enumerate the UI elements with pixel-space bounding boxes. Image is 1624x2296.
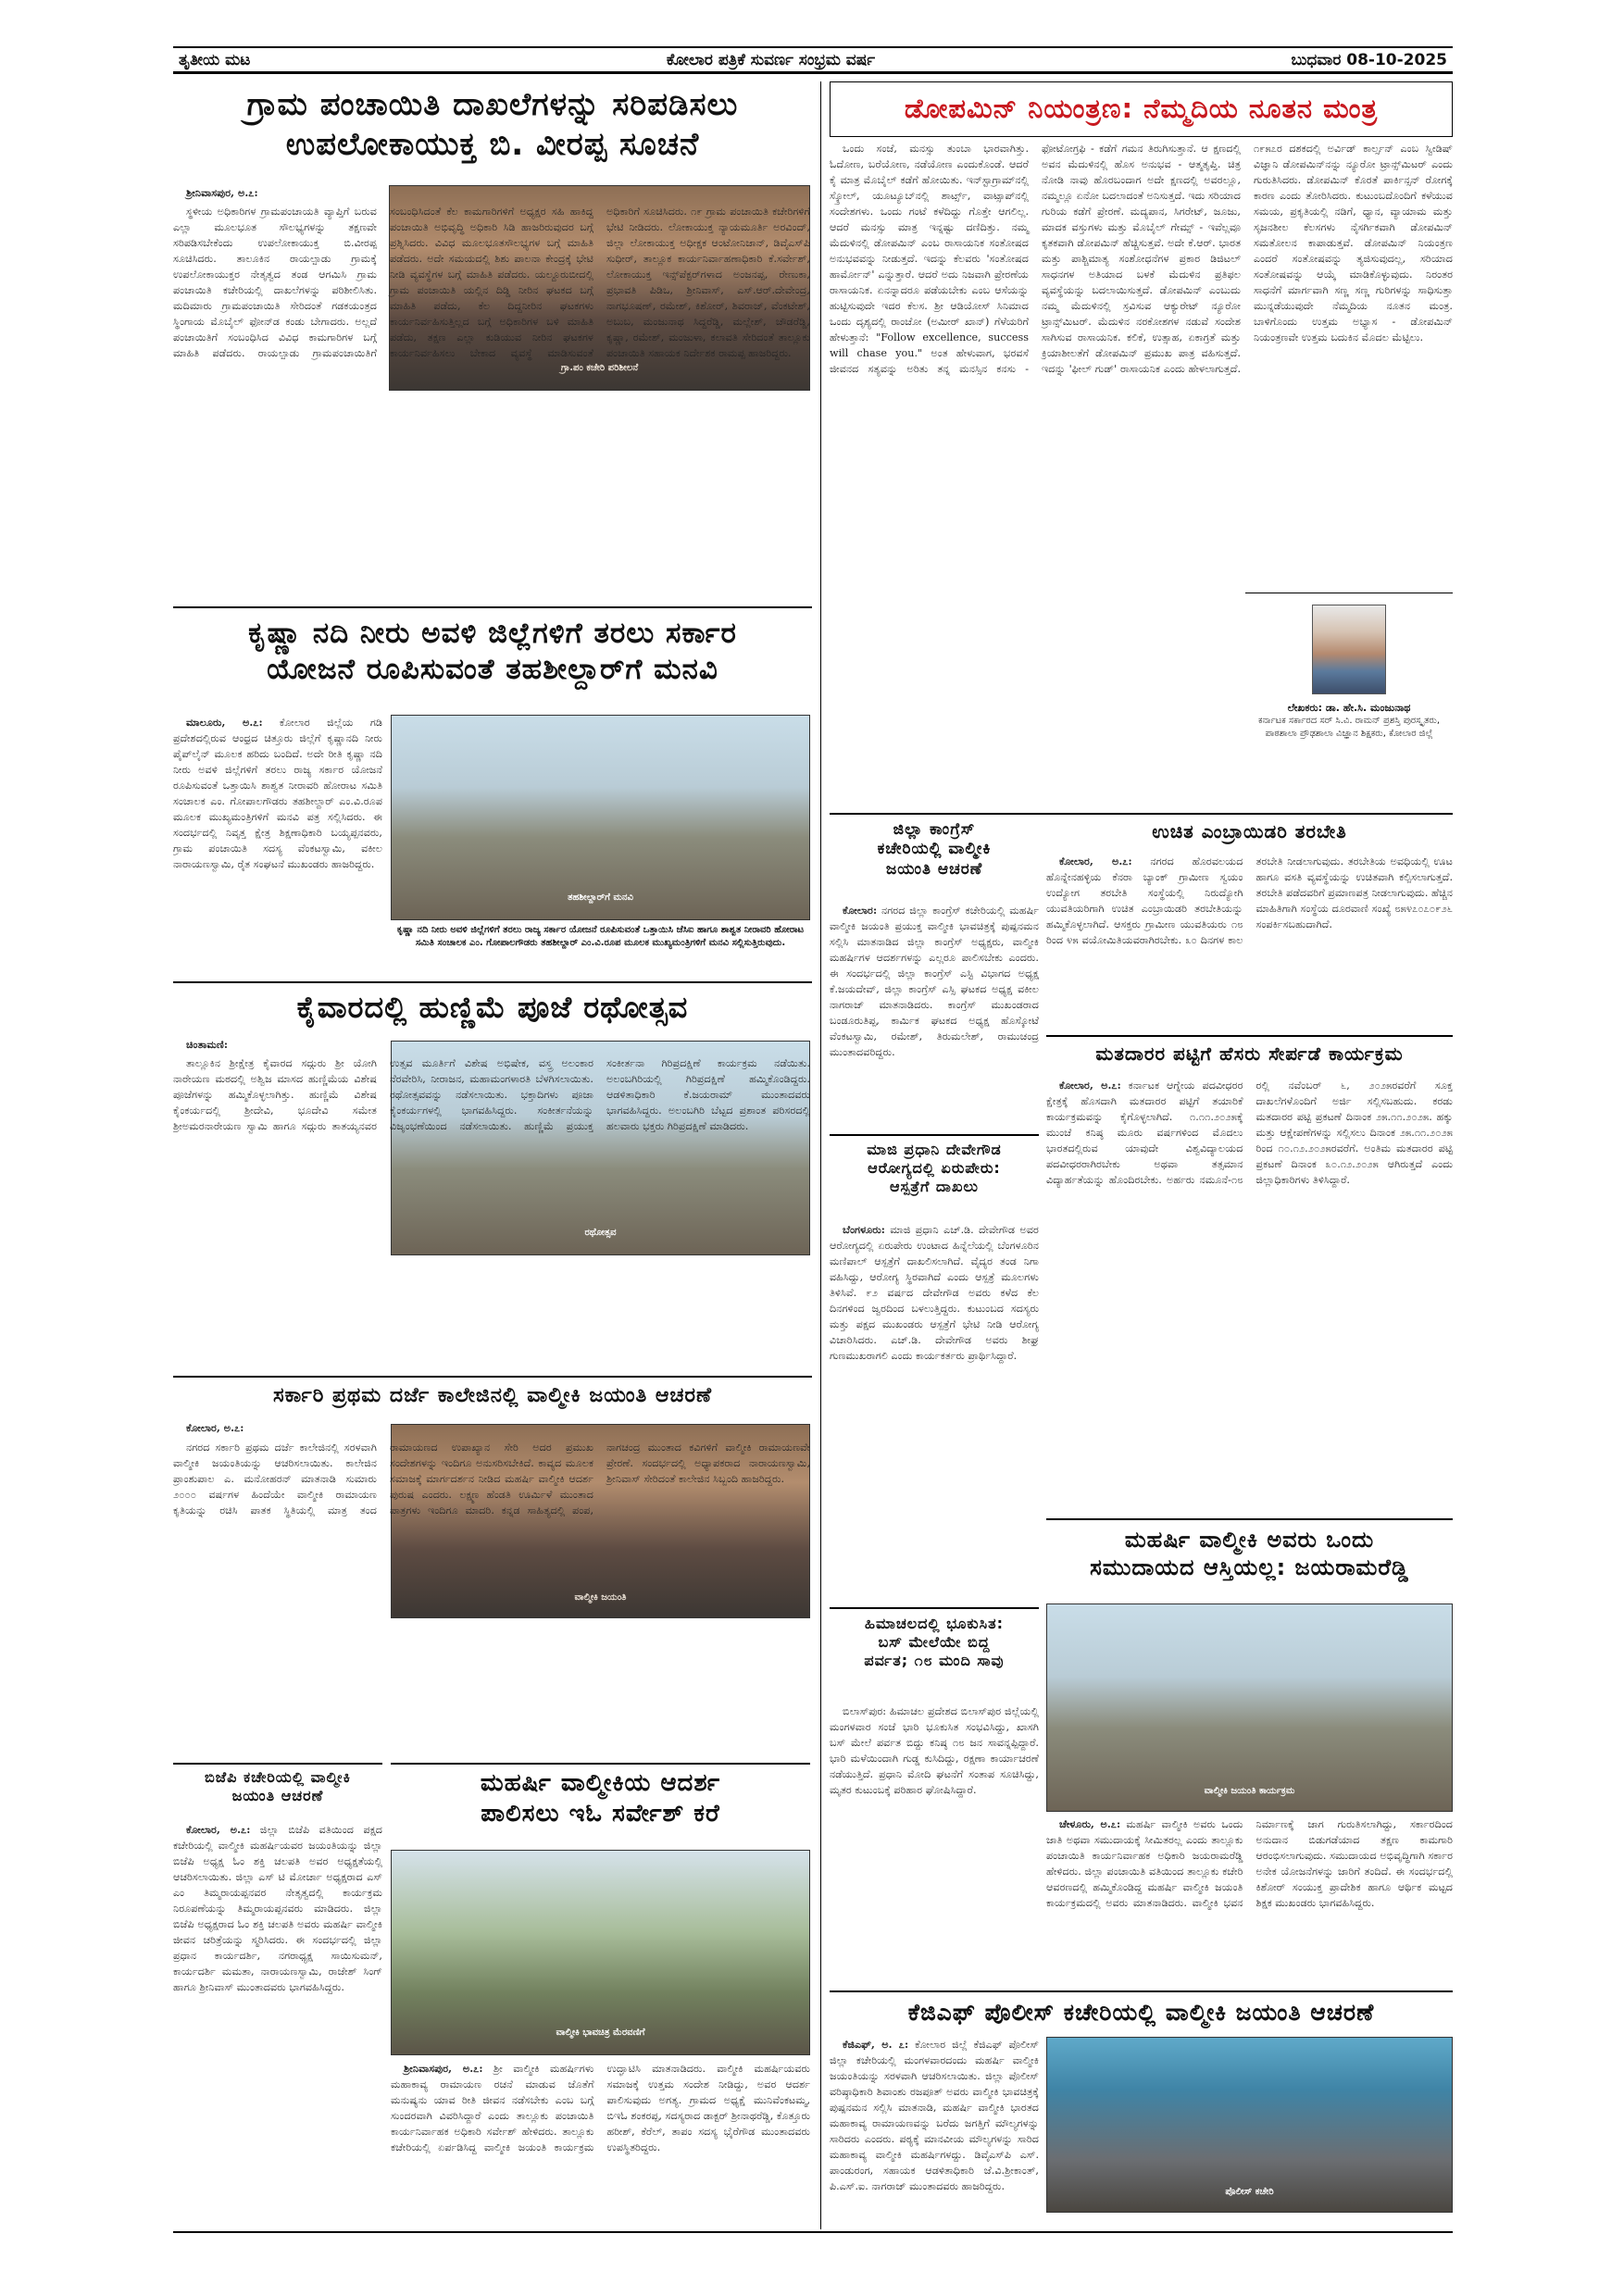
page-bottom-rule (173, 2231, 1453, 2233)
dopamine-headline: ಡೋಪಮಿನ್ ನಿಯಂತ್ರಣ: ನೆಮ್ಮದಿಯ ನೂತನ ಮಂತ್ರ (904, 93, 1379, 124)
author-photo (1312, 605, 1386, 694)
congress-headline: ಜಿಲ್ಲಾ ಕಾಂಗ್ರೆಸ್ ಕಚೇರಿಯಲ್ಲಿ ವಾಲ್ಮೀಕಿ ಜಯಂತಿ ಆಚರಣೆ (877, 820, 992, 879)
kaivara-headline: ಕೈವಾರದಲ್ಲಿ ಹುಣ್ಣಿಮೆ ಪೂಜೆ ರಥೋತ್ಸವ (296, 990, 689, 1025)
section-rule (173, 1376, 812, 1378)
college-headline: ಸರ್ಕಾರಿ ಪ್ರಥಮ ದರ್ಜೆ ಕಾಲೇಜಿನಲ್ಲಿ ವಾಲ್ಮೀಕಿ ಜಯಂತಿ ಆಚರಣೆ (272, 1384, 713, 1407)
jayaram-body: ಚೇಳೂರು, ಅ.೭: ಮಹರ್ಷಿ ವಾಲ್ಮೀಕಿ ಅವರು ಒಂದು ಜಾತಿ ಅಥವಾ ಸಮುದಾಯಕ್ಕೆ ಸೀಮಿತರಲ್ಲ ಎಂದು ತಾಲ್ಲೂಕು ಪಂಚಾಯಿತಿ ಕಾರ್ಯನಿರ್ವಾಹಕ ಅಧಿಕಾರಿ ಜಯರಾಮರೆಡ್ಡಿ ಹೇಳಿದರು. ಜಿಲ್ಲಾ ಪಂಚಾಯಿತಿ ವತಿಯಿಂದ ತಾಲ್ಲೂಕು ಕಚೇರಿ ಆವರಣದಲ್ಲಿ ಹಮ್ಮಿಕೊಂಡಿದ್ದ ಮಹರ್ಷಿ ವಾಲ್ಮೀಕಿ ಜಯಂತಿ ಕಾರ್ಯಕ್ರಮದಲ್ಲಿ ಅವರು ಮಾತನಾಡಿದರು. ವಾಲ್ಮೀಕಿ ಭವನ ನಿರ್ಮಾಣಕ್ಕೆ ಜಾಗ ಗುರುತಿಸಲಾಗಿದ್ದು, ಸರ್ಕಾರದಿಂದ ಅನುದಾನ ಬಿಡುಗಡೆಯಾದ ತಕ್ಷಣ ಕಾಮಗಾರಿ ಆರಂಭಿಸಲಾಗುವುದು. ಸಮುದಾಯದ ಅಭಿವೃದ್ಧಿಗಾಗಿ ಸರ್ಕಾರ ಅನೇಕ ಯೋಜನೆಗಳನ್ನು ಜಾರಿಗೆ ತಂದಿದೆ. ಈ ಸಂದರ್ಭದಲ್ಲಿ ಕಿಶೋರ್ ಸಂಯುಕ್ತ ಪ್ರಾದೇಶಿಕ ಹಾಗೂ ಆರ್ಥಿಕ ಮಟ್ಟದ ಶಿಕ್ಷಕ ಮುಖಂಡರು ಭಾಗವಹಿಸಿದ್ದರು. (1046, 1817, 1453, 1909)
gp-body-lead: ಶ್ರೀನಿವಾಸಪುರ, ಅ.೭: (186, 186, 258, 199)
section-rule (391, 1763, 810, 1765)
gp-headline: ಗ್ರಾಮ ಪಂಚಾಯಿತಿ ದಾಖಲೆಗಳನ್ನು ಸರಿಪಡಿಸಲು ಉಪಲೋಕಾಯುಕ್ತ ಬಿ. ವೀರಪ್ಪ ಸೂಚನೆ (246, 86, 739, 163)
tribute-headline: ಮಾಜಿ ಪ್ರಧಾನಿ ದೇವೇಗೌಡ ಆರೋಗ್ಯದಲ್ಲಿ ಏರುಪೇರು: ಆಸ್ಪತ್ರೆಗೆ ದಾಖಲು (867, 1141, 1002, 1195)
page-header (173, 46, 1453, 74)
krishna-headline: ಕೃಷ್ಣಾ ನದಿ ನೀರು ಅವಳಿ ಜಿಲ್ಲೆಗಳಿಗೆ ತರಲು ಸರ್ಕಾರ ಯೋಜನೆ ರೂಪಿಸುವಂತೆ ತಹಶೀಲ್ದಾರ್‌ಗೆ ಮನವಿ (248, 617, 737, 686)
section-rule (830, 1990, 1453, 1992)
college-photo: ವಾಲ್ಮೀಕಿ ಜಯಂತಿ (391, 1424, 810, 1618)
column-divider (820, 813, 821, 2229)
college-body: ನಗರದ ಸರ್ಕಾರಿ ಪ್ರಥಮ ದರ್ಜೆ ಕಾಲೇಜಿನಲ್ಲಿ ಸರಳವಾಗಿ ವಾಲ್ಮೀಕಿ ಜಯಂತಿಯನ್ನು ಆಚರಿಸಲಾಯಿತು. ಕಾಲೇಜಿನ ಪ್ರಾಂಶುಪಾಲ ಎ. ಮನೋಹರನ್ ಮಾತನಾಡಿ ಸುಮಾರು ೨೦೦೦ ವರ್ಷಗಳ ಹಿಂದೆಯೇ ವಾಲ್ಮೀಕಿ ರಾಮಾಯಣ ಕೃತಿಯನ್ನು ರಚಿಸಿ ಪಾತಕ ಸ್ಥಿತಿಯಲ್ಲಿ ಮಾತ್ರ ತಂದ ರಾಮಾಯಣದ ಉಪಾಖ್ಯಾನ ಸೇರಿ ಅದರ ಪ್ರಮುಖ ಸಂದೇಶಗಳನ್ನು ಇಂದಿಗೂ ಅನುಸರಿಸಬೇಕಿದೆ. ಕಾವ್ಯದ ಮೂಲಕ ಸಮಾಜಕ್ಕೆ ಮಾರ್ಗದರ್ಶನ ನೀಡಿದ ಮಹರ್ಷಿ ವಾಲ್ಮೀಕಿ ಆದರ್ಶ ಪುರುಷ ಎಂದರು. ಲಕ್ಷ್ಮಣ ಹೆಂಡತಿ ಊರ್ಮಿಳೆ ಮುಂತಾದ ಪಾತ್ರಗಳು ಇಂದಿಗೂ ಮಾದರಿ. ಕನ್ನಡ ಸಾಹಿತ್ಯದಲ್ಲಿ ಪಂಪ, ನಾಗಚಂದ್ರ ಮುಂತಾದ ಕವಿಗಳಿಗೆ ವಾಲ್ಮೀಕಿ ರಾಮಾಯಣವೇ ಪ್ರೇರಣೆ. ಸಂದರ್ಭದಲ್ಲಿ ಅಧ್ಯಾಪಕರಾದ ನಾರಾಯಣಸ್ವಾಮಿ, ಶ್ರೀನಿವಾಸ್ ಸೇರಿದಂತೆ ಕಾಲೇಜಿನ ಸಿಬ್ಬಂದಿ ಹಾಜರಿದ್ದರು. (173, 1441, 810, 1516)
eo-photo: ವಾಲ್ಮೀಕಿ ಭಾವಚಿತ್ರ ಮೆರವಣಿಗೆ (391, 1850, 810, 2055)
bjp-headline: ಬಿಜೆಪಿ ಕಚೇರಿಯಲ್ಲಿ ವಾಲ್ಮೀಕಿ ಜಯಂತಿ ಆಚರಣೆ (205, 1768, 351, 1804)
section-rule (830, 813, 1453, 815)
section-rule (173, 981, 812, 983)
gp-inspection-photo: ಗ್ರಾ.ಪಂ ಕಚೇರಿ ಪರಿಶೀಲನೆ (389, 185, 810, 391)
author-name: ಲೇಖಕರು: ಡಾ. ಹೇ.ಸಿ. ಮಂಜುನಾಥ (1287, 702, 1411, 714)
krishna-photo: ತಹಶೀಲ್ದಾರ್‌ಗೆ ಮನವಿ (391, 715, 810, 920)
jayaram-headline: ಮಹರ್ಷಿ ವಾಲ್ಮೀಕಿ ಅವರು ಒಂದು ಸಮುದಾಯದ ಆಸ್ತಿಯಲ್ಲ: ಜಯರಾಮರೆಡ್ಡಿ (1090, 1527, 1409, 1580)
college-body-lead: ಕೋಲಾರ, ಅ.೭: (186, 1421, 244, 1434)
eo-headline: ಮಹರ್ಷಿ ವಾಲ್ಮೀಕಿಯ ಆದರ್ಶ ಪಾಲಿಸಲು ಇಓ ಸರ್ವೇಶ್ ಕರೆ (480, 1769, 721, 1828)
congress-body: ಕೋಲಾರ: ನಗರದ ಜಿಲ್ಲಾ ಕಾಂಗ್ರೆಸ್ ಕಚೇರಿಯಲ್ಲಿ ಮಹರ್ಷಿ ವಾಲ್ಮೀಕಿ ಜಯಂತಿ ಪ್ರಯುಕ್ತ ವಾಲ್ಮೀಕಿ ಭಾವಚಿತ್ರಕ್ಕೆ ಪುಷ್ಪನಮನ ಸಲ್ಲಿಸಿ ಮಾತನಾಡಿದ ಜಿಲ್ಲಾ ಕಾಂಗ್ರೆಸ್ ಅಧ್ಯಕ್ಷರು, ವಾಲ್ಮೀಕಿ ಮಹರ್ಷಿಗಳ ಆದರ್ಶಗಳನ್ನು ಎಲ್ಲರೂ ಪಾಲಿಸಬೇಕು ಎಂದರು. ಈ ಸಂದರ್ಭದಲ್ಲಿ ಜಿಲ್ಲಾ ಕಾಂಗ್ರೆಸ್ ಎಸ್ಟಿ ವಿಭಾಗದ ಅಧ್ಯಕ್ಷ ಕೆ.ಜಯದೇವ್, ಜಿಲ್ಲಾ ಕಾಂಗ್ರೆಸ್ ಎಸ್ಸಿ ಘಟಕದ ಅಧ್ಯಕ್ಷ ವಕೀಲ ನಾಗರಾಜ್ ಮಾತನಾಡಿದರು. ಕಾಂಗ್ರೆಸ್ ಮುಖಂಡರಾದ ಬಂಡೂರುತಿಪ್ಪ, ಕಾರ್ಮಿಕ ಘಟಕದ ಅಧ್ಯಕ್ಷ ಹೊಸ್ಕೋಟೆ ವೆಂಕಟಸ್ವಾಮಿ, ರಮೇಶ್, ತಿರುಮಲೇಶ್, ರಾಮುಚಂದ್ರ ಮುಂತಾದವರಿದ್ದರು. (830, 904, 1039, 1058)
krishna-caption: ಕೃಷ್ಣಾ ನದಿ ನೀರು ಅವಳಿ ಜಿಲ್ಲೆಗಳಿಗೆ ತರಲು ರಾಜ್ಯ ಸರ್ಕಾರ ಯೋಜನೆ ರೂಪಿಸುವಂತೆ ಒತ್ತಾಯಿಸಿ ಜೆಸಿಐ ಹಾಗೂ ಶಾಶ್ವತ ನೀರಾವರಿ ಹೋರಾಟ ಸಮಿತಿ ಸಂಚಾಲಕ ಎಂ. ಗೋಪಾಲಗೌಡರು ತಹಶೀಲ್ದಾರ್ ಎಂ.ವಿ.ರೂಪ ಮೂಲಕ ಮುಖ್ಯಮಂತ್ರಿಗಳಿಗೆ ಮನವಿ ಸಲ್ಲಿಸುತ್ತಿರುವುದು. (396, 925, 805, 948)
section-rule (1046, 1518, 1453, 1520)
section-rule (173, 606, 812, 608)
himachal-headline: ಹಿಮಾಚಲದಲ್ಲಿ ಭೂಕುಸಿತ: ಬಸ್ ಮೇಲೆಯೇ ಬಿದ್ದ ಪರ್ವತ; ೧೮ ಮಂದಿ ಸಾವು (864, 1615, 1005, 1669)
kaivara-body: ತಾಲ್ಲೂಕಿನ ಶ್ರೀಕ್ಷೇತ್ರ ಕೈವಾರದ ಸದ್ಗುರು ಶ್ರೀ ಯೋಗಿ ನಾರೇಯಣ ಮಠದಲ್ಲಿ ಅಶ್ವಿಜ ಮಾಸದ ಹುಣ್ಣಿಮೆಯ ವಿಶೇಷ ಪೂಜೆಗಳನ್ನು ಹಮ್ಮಿಕೊಳ್ಳಲಾಗಿತ್ತು. ಹುಣ್ಣಿಮೆ ವಿಶೇಷ ಕೈಂಕರ್ಯದಲ್ಲಿ ಶ್ರೀದೇವಿ, ಭೂದೇವಿ ಸಮೇತ ಶ್ರೀಅಮರನಾರೇಯಣ ಸ್ವಾಮಿ ಹಾಗೂ ಸದ್ಗುರು ತಾತಯ್ಯನವರ ಉತ್ಸವ ಮೂರ್ತಿಗೆ ವಿಶೇಷ ಅಭಿಷೇಕ, ವಸ್ತ್ರ ಅಲಂಕಾರ ನೆರವೇರಿಸಿ, ನೀರಾಜನ, ಮಹಾಮಂಗಳಾರತಿ ಬೆಳಗಿಸಲಾಯಿತು. ರಥೋತ್ಸವವನ್ನು ನಡೆಸಲಾಯಿತು. ಭಕ್ತಾದಿಗಳು ಪೂಜಾ ಕೈಂಕರ್ಯಗಳಲ್ಲಿ ಭಾಗವಹಿಸಿದ್ದರು. ಸಂಕೀರ್ತನೆಯನ್ನು ವಿಜೃಂಭಣೆಯಿಂದ ನಡೆಸಲಾಯಿತು. ಹುಣ್ಣಿಮೆ ಪ್ರಯುಕ್ತ ಸಂಕೀರ್ತನಾ ಗಿರಿಪ್ರದಕ್ಷಿಣೆ ಕಾರ್ಯಕ್ರಮ ನಡೆಯಿತು. ಅಲಂಬಗಿರಿಯಲ್ಲಿ ಗಿರಿಪ್ರದಕ್ಷಿಣೆ ಹಮ್ಮಿಕೊಂಡಿದ್ದರು. ಆಡಳಿತಾಧಿಕಾರಿ ಕೆ.ಜಯರಾಮ್ ಮುಂತಾದವರು ಭಾಗವಹಿಸಿದ್ದರು. ಅಲಂಬಗಿರಿ ಬೆಟ್ಟದ ಪ್ರಶಾಂತ ಪರಿಸರದಲ್ಲಿ ಹಲವಾರು ಭಕ್ತರು ಗಿರಿಪ್ರದಕ್ಷಿಣೆ ಮಾಡಿದರು. (173, 1057, 810, 1132)
author-description: ಕರ್ನಾಟಕ ಸರ್ಕಾರದ ಸರ್ ಸಿ.ವಿ. ರಾಮನ್ ಪ್ರಶಸ್ತಿ ಪುರಸ್ಕೃತರು, ಪಾಠಶಾಲಾ ಪ್ರೌಢಶಾಲಾ ವಿಜ್ಞಾನ ಶಿಕ್ಷಕರು, ಕೋಲಾರ ಜಿಲ್ಲೆ (1257, 716, 1441, 739)
section-rule (173, 1763, 382, 1765)
column-divider (820, 81, 821, 813)
section-rule (830, 1134, 1039, 1136)
kgf-body: ಕೆಜಿಎಫ್, ಅ. ೭: ಕೋಲಾರ ಜಿಲ್ಲೆ ಕೆಜಿಎಫ್ ಪೊಲೀಸ್ ಜಿಲ್ಲಾ ಕಚೇರಿಯಲ್ಲಿ ಮಂಗಳವಾರದಂದು ಮಹರ್ಷಿ ವಾಲ್ಮೀಕಿ ಜಯಂತಿಯನ್ನು ಸರಳವಾಗಿ ಆಚರಿಸಲಾಯಿತು. ಜಿಲ್ಲಾ ಪೊಲೀಸ್ ವರಿಷ್ಠಾಧಿಕಾರಿ ಶಿವಾಂಶು ರಜಪೂತ್ ಅವರು ವಾಲ್ಮೀಕಿ ಭಾವಚಿತ್ರಕ್ಕೆ ಪುಷ್ಪನಮನ ಸಲ್ಲಿಸಿ ಮಾತನಾಡಿ, ಮಹರ್ಷಿ ವಾಲ್ಮೀಕಿ ಭಾರತದ ಮಹಾಕಾವ್ಯ ರಾಮಾಯಣವನ್ನು ಬರೆದು ಜಗತ್ತಿಗೆ ಮೌಲ್ಯಗಳನ್ನು ಸಾರಿದರು ಎಂದರು. ಪಠ್ಯಕ್ಕೆ ಮಾನವೀಯ ಮೌಲ್ಯಗಳನ್ನು ಸಾರಿದ ಮಹಾಕಾವ್ಯ ವಾಲ್ಮೀಕಿ ಮಹರ್ಷಿಗಳದ್ದು. ಡಿವೈಎಸ್‌ಪಿ ಎಸ್. ಪಾಂಡುರಂಗ, ಸಹಾಯಕ ಆಡಳಿತಾಧಿಕಾರಿ ಜೆ.ವಿ.ಶ್ರೀಕಾಂತ್, ಪಿ.ಎಸ್.ಐ. ನಾಗರಾಜ್ ಮುಂತಾದವರು ಹಾಜರಿದ್ದರು. (830, 2038, 1039, 2192)
eo-body: ಶ್ರೀನಿವಾಸಪುರ, ಅ.೭: ಶ್ರೀ ವಾಲ್ಮೀಕಿ ಮಹರ್ಷಿಗಳು ಮಹಾಕಾವ್ಯ ರಾಮಾಯಣ ರಚನೆ ಮಾಡುವ ಜೊತೆಗೆ ಮನುಷ್ಯನು ಯಾವ ರೀತಿ ಜೀವನ ನಡೆಸಬೇಕು ಎಂಬ ಬಗ್ಗೆ ಸುಂದರವಾಗಿ ವಿವರಿಸಿದ್ದಾರೆ ಎಂದು ತಾಲ್ಲೂಕು ಪಂಚಾಯಿತಿ ಕಾರ್ಯನಿರ್ವಾಹಕ ಅಧಿಕಾರಿ ಸರ್ವೇಶ್ ಹೇಳಿದರು. ತಾಲ್ಲೂಕು ಕಚೇರಿಯಲ್ಲಿ ಏರ್ಪಡಿಸಿದ್ದ ವಾಲ್ಮೀಕಿ ಜಯಂತಿ ಕಾರ್ಯಕ್ರಮ ಉದ್ಘಾಟಿಸಿ ಮಾತನಾಡಿದರು. ವಾಲ್ಮೀಕಿ ಮಹರ್ಷಿಯವರು ಸಮಾಜಕ್ಕೆ ಉತ್ತಮ ಸಂದೇಶ ನೀಡಿದ್ದು, ಅವರ ಆದರ್ಶ ಪಾಲಿಸುವುದು ಅಗತ್ಯ. ಗ್ರಾಮದ ಅಧ್ಯಕ್ಷೆ ಮುನಿವೆಂಕಟಮ್ಮ, ಬಿಇಓ ಶಂಕರಪ್ಪ, ಸದಸ್ಯರಾದ ಡಾಕ್ಟರ್ ಶ್ರೀನಾಥರೆಡ್ಡಿ, ಕೊತ್ತೂರು ಹರೀಶ್, ಕೆರೆಲ್, ತಾಪಂ ಸದಸ್ಯ ಭೈರೆಗೌಡ ಮುಂತಾದವರು ಉಪಸ್ಥಿತರಿದ್ದರು. (391, 2062, 810, 2153)
jayaram-photo: ವಾಲ್ಮೀಕಿ ಜಯಂತಿ ಕಾರ್ಯಕ್ರಮ (1046, 1603, 1453, 1812)
training-headline: ಉಚಿತ ಎಂಬ್ರಾಯಿಡರಿ ತರಬೇತಿ (1152, 820, 1347, 842)
training-body: ಕೋಲಾರ, ಅ.೭: ನಗರದ ಹೊರವಲಯದ ಹೊನ್ನೇನಹಳ್ಳಿಯ ಕೆನರಾ ಬ್ಯಾಂಕ್ ಗ್ರಾಮೀಣ ಸ್ವಯಂ ಉದ್ಯೋಗ ತರಬೇತಿ ಸಂಸ್ಥೆಯಲ್ಲಿ ನಿರುದ್ಯೋಗಿ ಯುವತಿಯರಿಗಾಗಿ ಉಚಿತ ಎಂಬ್ರಾಯಿಡರಿ ತರಬೇತಿಯನ್ನು ಹಮ್ಮಿಕೊಳ್ಳಲಾಗಿದೆ. ಆಸಕ್ತರು ಗ್ರಾಮೀಣ ಯುವತಿಯರು ೧೮ ರಿಂದ ೪೫ ವಯೋಮಿತಿಯವರಾಗಿರಬೇಕು. ೩೦ ದಿನಗಳ ಕಾಲ ತರಬೇತಿ ನೀಡಲಾಗುವುದು. ತರಬೇತಿಯ ಅವಧಿಯಲ್ಲಿ ಊಟ ಹಾಗೂ ವಸತಿ ವ್ಯವಸ್ಥೆಯನ್ನು ಉಚಿತವಾಗಿ ಕಲ್ಪಿಸಲಾಗುತ್ತದೆ. ತರಬೇತಿ ಪಡೆದವರಿಗೆ ಪ್ರಮಾಣಪತ್ರ ನೀಡಲಾಗುವುದು. ಹೆಚ್ಚಿನ ಮಾಹಿತಿಗಾಗಿ ಸಂಸ್ಥೆಯ ದೂರವಾಣಿ ಸಂಖ್ಯೆ ೮೫೪೭೦೭೦೯೨೬ ಸಂಪರ್ಕಿಸಬಹುದಾಗಿದೆ. (1046, 855, 1453, 946)
page-section-label: ತೃತೀಯ ಮಟ (179, 50, 251, 69)
dopamine-body: ಒಂದು ಸಂಜೆ, ಮನಸ್ಸು ತುಂಬಾ ಭಾರವಾಗಿತ್ತು. ಓದೋಣ, ಬರೆಯೋಣ, ನಡೆಯೋಣ ಎಂದುಕೊಂಡೆ. ಆದರೆ ಕೈ ಮಾತ್ರ ಮೊಬೈಲ್ ಕಡೆಗೆ ಹೋಯಿತು. ಇನ್‌ಸ್ಟಾಗ್ರಾಮ್‌ನಲ್ಲಿ ಸ್ಕ್ರೋಲ್, ಯೂಟ್ಯೂಬ್‌ನಲ್ಲಿ ಶಾರ್ಟ್ಸ್, ವಾಟ್ಸಾಪ್‌ನಲ್ಲಿ ಸಂದೇಶಗಳು. ಒಂದು ಗಂಟೆ ಕಳೆದಿದ್ದು ಗೊತ್ತೇ ಆಗಲಿಲ್ಲ. ಆದರೆ ಮನಸ್ಸು ಮಾತ್ರ ಇನ್ನಷ್ಟು ದಣಿದಿತ್ತು. ನಮ್ಮ ಮೆದುಳಿನಲ್ಲಿ ಡೋಪಮಿನ್ ಎಂಬ ರಾಸಾಯನಿಕ ಸಂತೋಷದ ಅನುಭವವನ್ನು ನೀಡುತ್ತದೆ. ಇದನ್ನು ಕೆಲವರು 'ಸಂತೋಷದ ಹಾರ್ಮೋನ್' ಎನ್ನುತ್ತಾರೆ. ಆದರೆ ಅದು ನಿಜವಾಗಿ ಪ್ರೇರಣೆಯ ರಾಸಾಯನಿಕ. ಏನನ್ನಾದರೂ ಪಡೆಯಬೇಕು ಎಂಬ ಆಸೆಯನ್ನು ಹುಟ್ಟಿಸುವುದೇ ಇದರ ಕೆಲಸ. ಶ್ರೀ ಆಡಿಯೋಸ್ ಸಿನಿಮಾದ ಒಂದು ದೃಶ್ಯದಲ್ಲಿ ರಾಂಚೋ (ಅಮೀರ್ ಖಾನ್) ಗೆಳೆಯರಿಗೆ ಹೇಳುತ್ತಾನೆ: "Follow excellence, success will chase you." ಅಂತ ಹೇಳುವಾಗ, ಭರವಸೆ ಜೀವನದ ಸತ್ಯವನ್ನು ಅರಿತು ತನ್ನ ಮನಸ್ಸಿನ ಕನಸು - ಫೋಟೋಗ್ರಫಿ - ಕಡೆಗೆ ಗಮನ ತಿರುಗಿಸುತ್ತಾನೆ. ಆ ಕ್ಷಣದಲ್ಲಿ ಅವನ ಮೆದುಳಿನಲ್ಲಿ ಹೊಸ ಅನುಭವ - ಆತ್ಮತೃಪ್ತಿ. ಚಿತ್ರ ನೋಡಿ ನಾವು ಹೊರಬಂದಾಗ ಅದೇ ಕ್ಷಣದಲ್ಲಿ ಅವರಲ್ಲೂ, ನಮ್ಮಲ್ಲೂ ಏನೋ ಬದಲಾದಂತೆ ಅನಿಸುತ್ತದೆ. ಇದು ಸರಿಯಾದ ಗುರಿಯ ಕಡೆಗೆ ಪ್ರೇರಣೆ. ಮದ್ಯಪಾನ, ಸಿಗರೇಟ್, ಜೂಜು, ಮಾದಕ ವಸ್ತುಗಳು ಮತ್ತು ಮೊಬೈಲ್ ಗೇಮ್ಸ್ - ಇವೆಲ್ಲವೂ ಕೃತಕವಾಗಿ ಡೋಪಮಿನ್ ಹೆಚ್ಚಿಸುತ್ತವೆ. ಅದೇ ಕೆ.ಆರ್. ಭಾರತ ಮತ್ತು ಪಾಶ್ಚಿಮಾತ್ಯ ಸಂಶೋಧನೆಗಳ ಪ್ರಕಾರ ಡಿಜಿಟಲ್ ಸಾಧನಗಳ ಅತಿಯಾದ ಬಳಕೆ ಮೆದುಳಿನ ಪ್ರತಿಫಲ ವ್ಯವಸ್ಥೆಯನ್ನು ಬದಲಾಯಿಸುತ್ತದೆ. ಡೋಪಮಿನ್ ಎಂಬುದು ನಮ್ಮ ಮೆದುಳಿನಲ್ಲಿ ಸ್ರವಿಸುವ ಆಕ್ಯುರೇಟ್ ನ್ಯೂರೋ ಟ್ರಾನ್ಸ್‌ಮಿಟರ್. ಮೆದುಳಿನ ನರಕೋಶಗಳ ನಡುವೆ ಸಂದೇಶ ಸಾಗಿಸುವ ರಾಸಾಯನಿಕ. ಕಲಿಕೆ, ಉತ್ಸಾಹ, ಏಕಾಗ್ರತೆ ಮತ್ತು ಕ್ರಿಯಾಶೀಲತೆಗೆ ಡೋಪಮಿನ್ ಪ್ರಮುಖ ಪಾತ್ರ ವಹಿಸುತ್ತದೆ. ಇದನ್ನು 'ಫೀಲ್ ಗುಡ್' ರಾಸಾಯನಿಕ ಎಂದು ಹೇಳಲಾಗುತ್ತದೆ. ೧೯೫೭ರ ದಶಕದಲ್ಲಿ ಅರ್ವಿಡ್ ಕಾರ್ಲ್ಸನ್ ಎಂಬ ಸ್ವೀಡಿಷ್ ವಿಜ್ಞಾನಿ ಡೋಪಮಿನ್‌ನನ್ನು ನ್ಯೂರೋ ಟ್ರಾನ್ಸ್‌ಮಿಟರ್ ಎಂದು ಗುರುತಿಸಿದರು. ಡೋಪಮಿನ್ ಕೊರತೆ ಪಾರ್ಕಿನ್ಸನ್ ರೋಗಕ್ಕೆ ಕಾರಣ ಎಂದು ತೋರಿಸಿದರು. ಕುಟುಂಬದೊಂದಿಗೆ ಕಳೆಯುವ ಸಮಯ, ಪ್ರಕೃತಿಯಲ್ಲಿ ನಡಿಗೆ, ಧ್ಯಾನ, ವ್ಯಾಯಾಮ ಮತ್ತು ಸೃಜನಶೀಲ ಕೆಲಸಗಳು ನೈಸರ್ಗಿಕವಾಗಿ ಡೋಪಮಿನ್ ಸಮತೋಲನ ಕಾಪಾಡುತ್ತವೆ. ಡೋಪಮಿನ್ ನಿಯಂತ್ರಣ ಎಂದರೆ ಸಂತೋಷವನ್ನು ತ್ಯಜಿಸುವುದಲ್ಲ, ಸರಿಯಾದ ಸಂತೋಷವನ್ನು ಆಯ್ಕೆ ಮಾಡಿಕೊಳ್ಳುವುದು. ನಿರಂತರ ಸಾಧನೆಗೆ ಮಾರ್ಗವಾಗಿ ಸಣ್ಣ ಸಣ್ಣ ಗುರಿಗಳನ್ನು ಸಾಧಿಸುತ್ತಾ ಮುನ್ನಡೆಯುವುದೇ ನೆಮ್ಮದಿಯ ನೂತನ ಮಂತ್ರ. ಬಾಳಿಗೊಂದು ಉತ್ತಮ ಅಭ್ಯಾಸ - ಡೋಪಮಿನ್ ನಿಯಂತ್ರಣವೇ ಉತ್ತಮ ಬದುಕಿನ ಮೊದಲ ಮೆಟ್ಟಿಲು. (830, 143, 1453, 375)
kgf-photo: ಪೊಲೀಸ್ ಕಚೇರಿ (1046, 2037, 1453, 2213)
kgf-headline: ಕೆಜಿಎಫ್ ಪೊಲೀಸ್ ಕಚೇರಿಯಲ್ಲಿ ವಾಲ್ಮೀಕಿ ಜಯಂತಿ ಆಚರಣೆ (907, 1999, 1375, 2026)
section-rule (1046, 1035, 1453, 1037)
himachal-body: ಬಿಲಾಸ್‌ಪುರ: ಹಿಮಾಚಲ ಪ್ರದೇಶದ ಬಿಲಾಸ್‌ಪುರ ಜಿಲ್ಲೆಯಲ್ಲಿ ಮಂಗಳವಾರ ಸಂಜೆ ಭಾರಿ ಭೂಕುಸಿತ ಸಂಭವಿಸಿದ್ದು, ಖಾಸಗಿ ಬಸ್ ಮೇಲೆ ಪರ್ವತ ಬಿದ್ದು ಕನಿಷ್ಠ ೧೮ ಜನ ಸಾವನ್ನಪ್ಪಿದ್ದಾರೆ. ಭಾರಿ ಮಳೆಯಿಂದಾಗಿ ಗುಡ್ಡ ಕುಸಿದಿದ್ದು, ರಕ್ಷಣಾ ಕಾರ್ಯಾಚರಣೆ ನಡೆಯುತ್ತಿದೆ. ಪ್ರಧಾನಿ ಮೋದಿ ಘಟನೆಗೆ ಸಂತಾಪ ಸೂಚಿಸಿದ್ದು, ಮೃತರ ಕುಟುಂಬಕ್ಕೆ ಪರಿಹಾರ ಘೋಷಿಸಿದ್ದಾರೆ. (830, 1705, 1039, 1796)
krishna-body: ಮಾಲೂರು, ಅ.೭: ಕೋಲಾರ ಜಿಲ್ಲೆಯ ಗಡಿ ಪ್ರದೇಶದಲ್ಲಿರುವ ಆಂಧ್ರದ ಚಿತ್ತೂರು ಜಿಲ್ಲೆಗೆ ಕೃಷ್ಣಾನದಿ ನೀರು ಪೈಪ್‌ಲೈನ್ ಮೂಲಕ ಹರಿದು ಬಂದಿದೆ. ಅದೇ ರೀತಿ ಕೃಷ್ಣಾ ನದಿ ನೀರು ಅವಳಿ ಜಿಲ್ಲೆಗಳಿಗೆ ತರಲು ರಾಜ್ಯ ಸರ್ಕಾರ ಯೋಜನೆ ರೂಪಿಸುವಂತೆ ಒತ್ತಾಯಿಸಿ ಶಾಶ್ವತ ನೀರಾವರಿ ಹೋರಾಟ ಸಮಿತಿ ಸಂಚಾಲಕ ಎಂ. ಗೋಪಾಲಗೌಡರು ತಹಶೀಲ್ದಾರ್ ಎಂ.ವಿ.ರೂಪ ಮೂಲಕ ಮುಖ್ಯಮಂತ್ರಿಗಳಿಗೆ ಮನವಿ ಪತ್ರ ಸಲ್ಲಿಸಿದರು. ಈ ಸಂದರ್ಭದಲ್ಲಿ ನಿವೃತ್ತ ಕ್ಷೇತ್ರ ಶಿಕ್ಷಣಾಧಿಕಾರಿ ಬಯ್ಯಪ್ಪನವರು, ಗ್ರಾಮ ಪಂಚಾಯಿತಿ ಸದಸ್ಯ ವೆಂಕಟಸ್ವಾಮಿ, ವಕೀಲ ನಾರಾಯಣಸ್ವಾಮಿ, ರೈತ ಸಂಘಟನೆ ಮುಖಂಡರು ಹಾಜರಿದ್ದರು. (173, 716, 382, 870)
voters-headline: ಮತದಾರರ ಪಟ್ಟಿಗೆ ಹೆಸರು ಸೇರ್ಪಡೆ ಕಾರ್ಯಕ್ರಮ (1095, 1042, 1404, 1065)
issue-date: ಬುಧವಾರ 08-10-2025 (1291, 50, 1447, 69)
kaivara-body-lead: ಚಿಂತಾಮಣಿ: (186, 1038, 229, 1051)
masthead-tagline: ಕೋಲಾರ ಪತ್ರಿಕೆ ಸುವರ್ಣ ಸಂಭ್ರಮ ವರ್ಷ (666, 50, 876, 69)
tribute-body: ಬೆಂಗಳೂರು: ಮಾಜಿ ಪ್ರಧಾನಿ ಎಚ್.ಡಿ. ದೇವೇಗೌಡ ಅವರ ಆರೋಗ್ಯದಲ್ಲಿ ಏರುಪೇರು ಉಂಟಾದ ಹಿನ್ನೆಲೆಯಲ್ಲಿ ಬೆಂಗಳೂರಿನ ಮಣಿಪಾಲ್ ಆಸ್ಪತ್ರೆಗೆ ದಾಖಲಿಸಲಾಗಿದೆ. ವೈದ್ಯರ ತಂಡ ನಿಗಾ ವಹಿಸಿದ್ದು, ಆರೋಗ್ಯ ಸ್ಥಿರವಾಗಿದೆ ಎಂದು ಆಸ್ಪತ್ರೆ ಮೂಲಗಳು ತಿಳಿಸಿವೆ. ೯೨ ವರ್ಷದ ದೇವೇಗೌಡ ಅವರು ಕಳೆದ ಕೆಲ ದಿನಗಳಿಂದ ಜ್ವರದಿಂದ ಬಳಲುತ್ತಿದ್ದರು. ಕುಟುಂಬದ ಸದಸ್ಯರು ಮತ್ತು ಪಕ್ಷದ ಮುಖಂಡರು ಆಸ್ಪತ್ರೆಗೆ ಭೇಟಿ ನೀಡಿ ಆರೋಗ್ಯ ವಿಚಾರಿಸಿದರು. ಎಚ್.ಡಿ. ದೇವೇಗೌಡ ಅವರು ಶೀಘ್ರ ಗುಣಮುಖರಾಗಲಿ ಎಂದು ಕಾರ್ಯಕರ್ತರು ಪ್ರಾರ್ಥಿಸಿದ್ದಾರೆ. (830, 1223, 1039, 1362)
dopamine-headline-box (830, 81, 1453, 137)
bjp-body: ಕೋಲಾರ, ಅ.೭: ಜಿಲ್ಲಾ ಬಿಜೆಪಿ ವತಿಯಿಂದ ಪಕ್ಷದ ಕಚೇರಿಯಲ್ಲಿ ವಾಲ್ಮೀಕಿ ಮಹರ್ಷಿಯವರ ಜಯಂತಿಯನ್ನು ಜಿಲ್ಲಾ ಬಿಜೆಪಿ ಅಧ್ಯಕ್ಷ ಓಂ ಶಕ್ತಿ ಚಲಪತಿ ಅವರ ಅಧ್ಯಕ್ಷತೆಯಲ್ಲಿ ಆಚರಿಸಲಾಯಿತು. ಜಿಲ್ಲಾ ಎಸ್ ಟಿ ಮೋರ್ಚಾ ಅಧ್ಯಕ್ಷರಾದ ಎಸ್ ಎಂ ತಿಮ್ಮರಾಯಪ್ಪನವರ ನೇತೃತ್ವದಲ್ಲಿ ಕಾರ್ಯಕ್ರಮ ನಿರೂಪಣೆಯನ್ನು ತಿಮ್ಮರಾಯಪ್ಪನವರು ಮಾಡಿದರು. ಜಿಲ್ಲಾ ಬಿಜೆಪಿ ಅಧ್ಯಕ್ಷರಾದ ಓಂ ಶಕ್ತಿ ಚಲಪತಿ ಅವರು ಮಹರ್ಷಿ ವಾಲ್ಮೀಕಿ ಜೀವನ ಚರಿತ್ರೆಯನ್ನು ಸ್ಮರಿಸಿದರು. ಈ ಸಂದರ್ಭದಲ್ಲಿ ಜಿಲ್ಲಾ ಪ್ರಧಾನ ಕಾರ್ಯದರ್ಶಿ, ನಗರಾಧ್ಯಕ್ಷ ಸಾಯಿಸುಮನ್, ಕಾರ್ಯದರ್ಶಿ ಮಮತಾ, ನಾರಾಯಣಸ್ವಾಮಿ, ರಾಜೇಶ್ ಸಿಂಗ್ ಹಾಗೂ ಶ್ರೀನಿವಾಸ್ ಮುಂತಾದವರು ಭಾಗವಹಿಸಿದ್ದರು. (173, 1823, 382, 1993)
kaivara-photo: ರಥೋತ್ಸವ (391, 1041, 810, 1255)
gp-body: ಸ್ಥಳೀಯ ಅಧಿಕಾರಿಗಳ ಗ್ರಾಮಪಂಚಾಯತಿ ವ್ಯಾಪ್ತಿಗೆ ಬರುವ ಎಲ್ಲಾ ಮೂಲಭೂತ ಸೌಲಭ್ಯಗಳನ್ನು ತಕ್ಷಣವೇ ಸರಿಪಡಿಸಬೇಕೆಂದು ಉಪಲೋಕಾಯುಕ್ತ ಬಿ.ವೀರಪ್ಪ ಸೂಚಿಸಿದರು. ತಾಲೂಕಿನ ರಾಯಲ್ಪಾಡು ಗ್ರಾಮಕ್ಕೆ ಉಪಲೋಕಾಯುಕ್ತರ ನೇತೃತ್ವದ ತಂಡ ಆಗಮಿಸಿ ಗ್ರಾಮ ಪಂಚಾಯಿತಿ ಕಚೇರಿಯಲ್ಲಿ ದಾಖಲೆಗಳನ್ನು ಪರಿಶೀಲಿಸಿತು. ಮದಿಮಾರು ಗ್ರಾಮಪಂಚಾಯಿತಿ ಸೇರಿದಂತೆ ಗಡಕಯಂತ್ರದ ಸ್ಥಿಂಗಾಯ ಮೊಬೈಲ್ ಫೋನ್‌ಡ ಕಂಡು ಬೇಗಾದರು. ಅಲ್ಲದೆ ಪಂಚಾಯಿತಿಗೆ ಸಂಬಂಧಿಸಿದ ವಿವಿಧ ಕಾಮಗಾರಿಗಳ ಬಗ್ಗೆ ಮಾಹಿತಿ ಪಡೆದರು. ರಾಯಲ್ಪಾಡು ಗ್ರಾಮಪಂಚಾಯಿತಿಗೆ ಸಂಬಂಧಿಸಿದಂತೆ ಕೆಲ ಕಾಮಗಾರಿಗಳಿಗೆ ಅಧ್ಯಕ್ಷರ ಸಹಿ ಹಾಕಿದ್ದ ಪಂಚಾಯಿತಿ ಅಭಿವೃದ್ಧಿ ಅಧಿಕಾರಿ ಸಿಡಿ ಹಾಜರಿರುವುದರ ಬಗ್ಗೆ ಪ್ರಶ್ನಿಸಿದರು. ವಿವಿಧ ಮೂಲಭೂತಸೌಲಭ್ಯಗಳ ಬಗ್ಗೆ ಮಾಹಿತಿ ಪಡೆದರು. ಅದೇ ಸಮಯದಲ್ಲಿ ಶಿಶು ಪಾಲನಾ ಕೇಂದ್ರಕ್ಕೆ ಭೇಟಿ ನೀಡಿ ವ್ಯವಸ್ಥೆಗಳ ಬಗ್ಗೆ ಮಾಹಿತಿ ಪಡೆದರು. ಯಲ್ದೂರುಬೀದಲ್ಲಿ ಗ್ರಾಮ ಪಂಚಾಯಿತಿ ಯಲ್ಲಿನ ದಿಡ್ಡಿ ನೀರಿನ ಘಟಕದ ಬಗ್ಗೆ ಮಾಹಿತಿ ಪಡೆದು, ಕೆಲ ದಿದ್ದನೀರಿನ ಘಟಕಗಳು ಕಾರ್ಯನಿರ್ವಹಿಸುತ್ತಿಲ್ಲದ ಬಗ್ಗೆ ಅಧಿಕಾರಿಗಳ ಬಳಿ ಮಾಹಿತಿ ಪಡೆದು, ತಕ್ಷಣ ಎಲ್ಲಾ ಕುಡಿಯುವ ನೀರಿನ ಘಟಕಗಳ ಕಾರ್ಯನಿರ್ವಹಿಸಲು ಬೇಕಾದ ವ್ಯವಸ್ಥೆ ಮಾಡಿಸುವಂತೆ ಅಧಿಕಾರಿಗೆ ಸೂಚಿಸಿದರು. ೧೯ ಗ್ರಾಮ ಪಂಚಾಯಿತಿ ಕಚೇರಿಗಳಿಗೆ ಭೇಟಿ ನೀಡಿದರು. ಲೋಕಾಯುಕ್ತ ನ್ಯಾಯಮೂರ್ತಿ ಅರವಿಂದ್, ಜಿಲ್ಲಾ ಲೋಕಾಯುಕ್ತ ಅಧೀಕ್ಷಕ ಆಂಟೋನಿಜಾನ್, ಡಿವೈಎಸ್‌ಪಿ ಸುಧೀರ್, ತಾಲ್ಲೂಕ ಕಾರ್ಯನಿರ್ವಾಹಣಾಧಿಕಾರಿ ಕೆ.ಸರ್ವೇಶ್, ಲೋಕಾಯುಕ್ತ ಇನ್ಸ್‌ಪೆಕ್ಟರ್‌ಗಳಾದ ಅಂಜನಪ್ಪ, ರೇಣುಕಾ, ಪ್ರಭಾವತಿ ಪಿಡಿಒ, ಶ್ರೀನಿವಾಸ್, ಎಸ್.ಆರ್.ದೇವೇಂದ್ರ, ನಾಗಭೂಷಣ್, ರಮೇಶ್, ಕಿಶೋರ್, ಶಿವರಾಜ್, ವೆಂಕಟೇಶ್, ಅಬುಬ, ಮಂಜುನಾಥ ಸಿದ್ದರೆಡ್ಡಿ, ಮಲ್ಲೇಶ್, ಚೌಡರೆಡ್ಡಿ, ಕೃಷ್ಣಾ, ರಮೇಶ್, ಮಂಜುಳಾ, ಕಲಾವತಿ ಸೇರಿದಂತೆ ತಾಲ್ಲೂಕು ಪಂಚಾಯಿತಿ ಸಹಾಯಕ ನಿರ್ದೇಶಕ ರಾಮಪ್ಪ ಹಾಜರಿದ್ದರು. (173, 206, 810, 359)
voters-body: ಕೋಲಾರ, ಅ.೭: ಕರ್ನಾಟಕ ಆಗ್ನೇಯ ಪದವೀಧರರ ಕ್ಷೇತ್ರಕ್ಕೆ ಹೊಸದಾಗಿ ಮತದಾರರ ಪಟ್ಟಿಗೆ ತಯಾರಿಕೆ ಕಾರ್ಯಕ್ರಮವನ್ನು ಕೈಗೊಳ್ಳಲಾಗಿದೆ. ೧.೧೧.೨೦೨೫ಕ್ಕೆ ಮುಂಚೆ ಕನಿಷ್ಠ ಮೂರು ವರ್ಷಗಳಿಂದ ಮೊದಲು ಭಾರತದಲ್ಲಿರುವ ಯಾವುದೇ ವಿಶ್ವವಿದ್ಯಾಲಯದ ಪದವೀಧರರಾಗಿರಬೇಕು ಅಥವಾ ತತ್ಸಮಾನ ವಿದ್ಯಾರ್ಹತೆಯನ್ನು ಹೊಂದಿರಬೇಕು. ಅರ್ಹರು ನಮೂನೆ-೧೮ ರಲ್ಲಿ ನವೆಂಬರ್ ೬, ೨೦೨೫ರವರೆಗೆ ಸೂಕ್ತ ದಾಖಲೆಗಳೊಂದಿಗೆ ಅರ್ಜಿ ಸಲ್ಲಿಸಬಹುದು. ಕರಡು ಮತದಾರರ ಪಟ್ಟಿ ಪ್ರಕಟಣೆ ದಿನಾಂಕ ೨೫.೧೧.೨೦೨೫. ಹಕ್ಕು ಮತ್ತು ಆಕ್ಷೇಪಣೆಗಳನ್ನು ಸಲ್ಲಿಸಲು ದಿನಾಂಕ ೨೫.೧೧.೨೦೨೫ ರಿಂದ ೧೦.೧೨.೨೦೨೫ರವರೆಗೆ. ಅಂತಿಮ ಮತದಾರರ ಪಟ್ಟಿ ಪ್ರಕಟಣೆ ದಿನಾಂಕ ೩೦.೧೨.೨೦೨೫ ಆಗಿರುತ್ತದೆ ಎಂದು ಜಿಲ್ಲಾಧಿಕಾರಿಗಳು ತಿಳಿಸಿದ್ದಾರೆ. (1046, 1079, 1453, 1186)
author-box (1245, 593, 1453, 805)
section-rule (830, 1607, 1039, 1609)
